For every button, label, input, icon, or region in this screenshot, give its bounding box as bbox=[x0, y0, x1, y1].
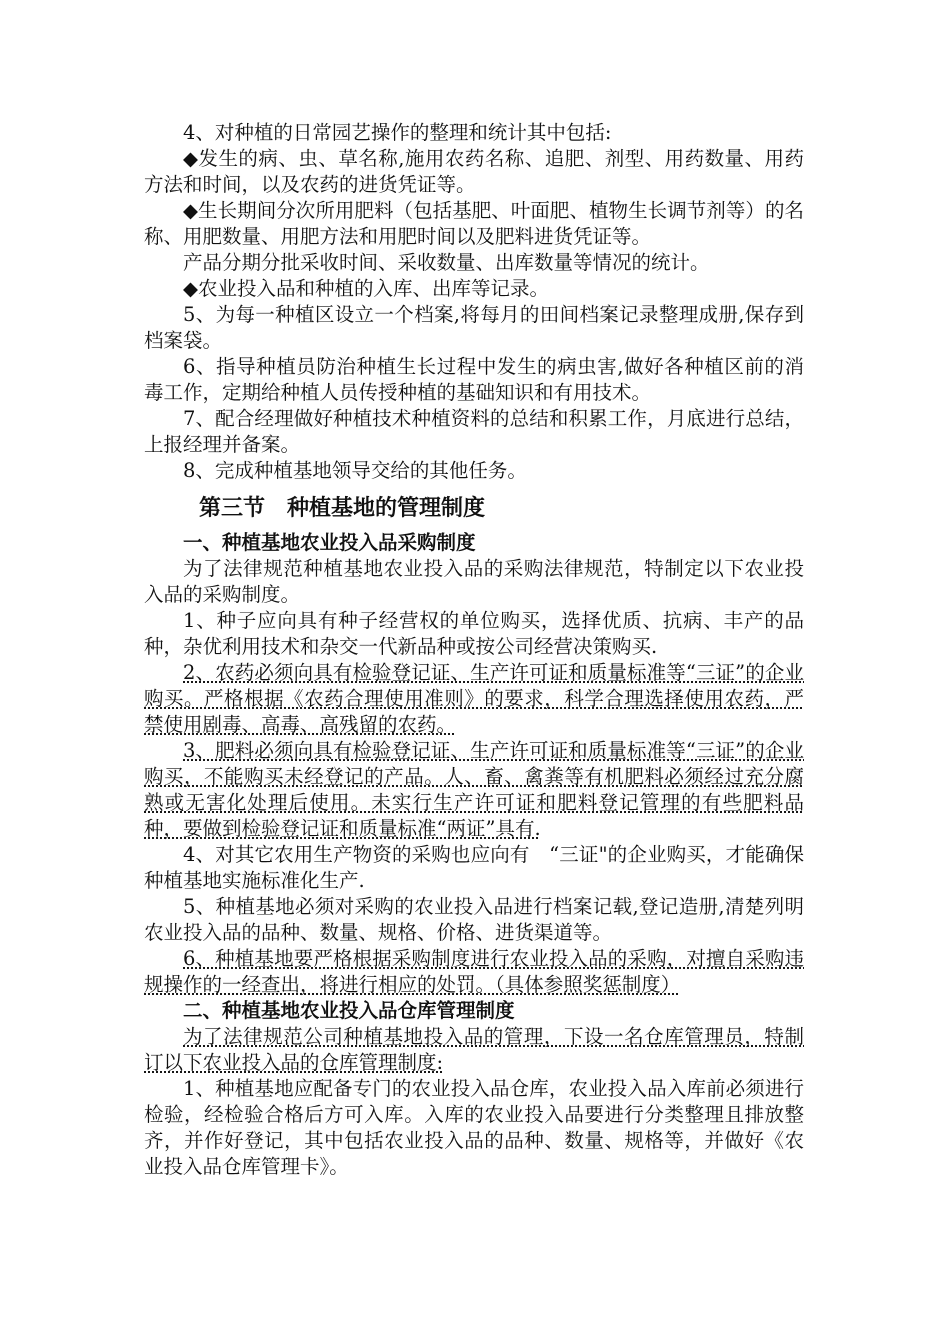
paragraph: 为了法律规范种植基地农业投入品的采购法律规范，特制定以下农业投入品的采购制度。 bbox=[144, 557, 804, 606]
paragraph: 1、种子应向具有种子经营权的单位购买，选择优质、抗病、丰产的品种，杂优利用技术和杂交一代新品种或按公司经营决策购买. bbox=[144, 609, 804, 658]
tracked-change-text: 6、种植基地要严格根据采购制度进行农业投入品的采购，对擅自采购违规操作的一经查出，将进行相应的处罚。（具体参照奖惩制度） bbox=[144, 947, 804, 996]
tracked-change-text: 3、肥料必须向具有检验登记证、生产许可证和质量标准等“三证”的企业购买，不能购买未经登记的产品。人、畜、禽粪等有机肥料必须经过充分腐熟或无害化处理后使用。未实行生产许可证和肥料登记管理的有些肥料品种，要做到检验登记证和质量标准“两证”具有. bbox=[144, 739, 804, 840]
tracked-change-text: 2、农药必须向具有检验登记证、生产许可证和质量标准等“三证”的企业购买。严格根据《农药合理使用准则》的要求，科学合理选择使用农药，严禁使用剧毒、高毒、高残留的农药。 bbox=[144, 661, 804, 736]
subsection-heading: 一、种植基地农业投入品采购制度 bbox=[183, 531, 476, 554]
paragraph: ◆生长期间分次所用肥料（包括基肥、叶面肥、植物生长调节剂等）的名称、用肥数量、用肥方法和用肥时间以及肥料进货凭证等。 bbox=[144, 199, 804, 248]
subsection-heading: 二、种植基地农业投入品仓库管理制度 bbox=[183, 999, 515, 1022]
paragraph: 4、对其它农用生产物资的采购也应向有 “三证"的企业购买，才能确保种植基地实施标准化生产. bbox=[144, 843, 804, 892]
paragraph: 产品分期分批采收时间、采收数量、出库数量等情况的统计。 bbox=[183, 251, 710, 274]
paragraph: 8、完成种植基地领导交给的其他任务。 bbox=[183, 459, 527, 482]
paragraph: 1、种植基地应配备专门的农业投入品仓库，农业投入品入库前必须进行检验，经检验合格后方可入库。入库的农业投入品要进行分类整理且排放整齐，并作好登记，其中包括农业投入品的品种、数量、规格等，并做好《农业投入品仓库管理卡》。 bbox=[144, 1077, 804, 1178]
document-page bbox=[144, 120, 804, 1180]
tracked-change-text: 为了法律规范公司种植基地投入品的管理，下设一名仓库管理员，特制订以下农业投入品的仓库管理制度: bbox=[144, 1025, 804, 1074]
paragraph-tracked bbox=[144, 946, 804, 998]
paragraph-tracked bbox=[144, 1024, 804, 1076]
paragraph: 7、配合经理做好种植技术种植资料的总结和积累工作，月底进行总结，上报经理并备案。 bbox=[144, 407, 804, 456]
paragraph: 4、对种植的日常园艺操作的整理和统计其中包括: bbox=[183, 121, 612, 144]
paragraph-tracked bbox=[144, 738, 804, 842]
paragraph: ◆农业投入品和种植的入库、出库等记录。 bbox=[183, 277, 549, 300]
paragraph: 5、为每一种植区设立一个档案,将每月的田间档案记录整理成册,保存到档案袋。 bbox=[144, 303, 804, 352]
paragraph: 5、种植基地必须对采购的农业投入品进行档案记载,登记造册,清楚列明农业投入品的品种、数量、规格、价格、进货渠道等。 bbox=[144, 895, 804, 944]
paragraph: ◆发生的病、虫、草名称,施用农药名称、追肥、剂型、用药数量、用药方法和时间，以及农药的进货凭证等。 bbox=[144, 147, 804, 196]
paragraph: 6、指导种植员防治种植生长过程中发生的病虫害,做好各种植区前的消毒工作，定期给种植人员传授种植的基础知识和有用技术。 bbox=[144, 355, 804, 404]
paragraph-tracked bbox=[144, 660, 804, 738]
section-heading: 第三节 种植基地的管理制度 bbox=[199, 496, 486, 521]
